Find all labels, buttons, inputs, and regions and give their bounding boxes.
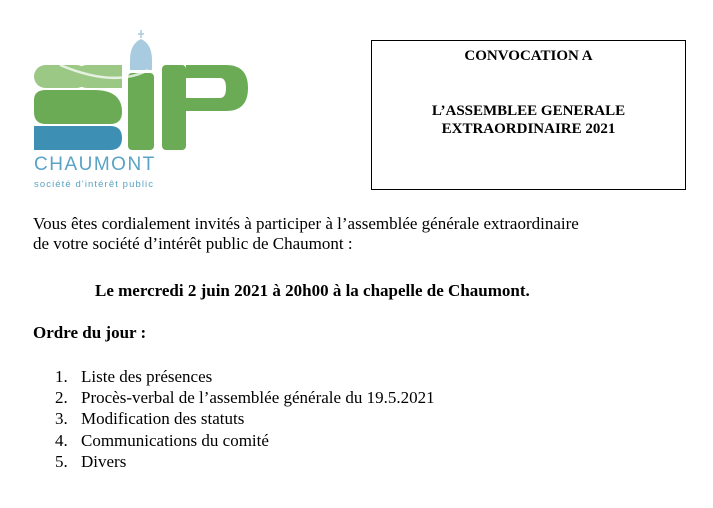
agenda-item-label: Liste des présences [81, 367, 213, 386]
intro-paragraph [33, 214, 693, 254]
logo-name: CHAUMONT [34, 154, 156, 175]
agenda-item-number: 2. [55, 388, 68, 408]
intro-line-2: de votre société d’intérêt public de Chaumont : [33, 234, 353, 253]
logo-tagline: société d'intérêt public [34, 179, 155, 190]
agenda-item-number: 4. [55, 430, 68, 450]
agenda-item-label: Divers [81, 451, 127, 471]
agenda-item [55, 387, 435, 408]
agenda-item [55, 430, 435, 451]
agenda-item-label: Procès-verbal de l’assemblée générale du 19.5.2021 [81, 388, 435, 408]
agenda-heading: Ordre du jour : [33, 323, 147, 342]
title-line-2: L’ASSEMBLEE GENERALE [431, 103, 626, 119]
agenda-item [55, 408, 435, 429]
title-line-3: EXTRAORDINAIRE 2021 [441, 121, 616, 137]
agenda-item-number: 1. [55, 367, 68, 386]
agenda-item-label: Communications du comité [81, 430, 269, 450]
sip-logo-mark-icon [30, 28, 255, 153]
title-line-1: CONVOCATION A [464, 48, 593, 64]
agenda-item-number: 5. [55, 451, 68, 471]
title-box [371, 40, 686, 190]
agenda-item [55, 366, 435, 387]
agenda-item-label: Modification des statuts [81, 409, 245, 429]
intro-line-1: Vous êtes cordialement invités à participer à l’assemblée générale extraordinaire [33, 214, 579, 233]
agenda-list [55, 366, 435, 472]
agenda-item-number: 3. [55, 409, 68, 429]
agenda-item [55, 451, 435, 472]
event-date-location: Le mercredi 2 juin 2021 à 20h00 à la chapelle de Chaumont. [95, 281, 530, 300]
sip-chaumont-logo [30, 28, 255, 193]
